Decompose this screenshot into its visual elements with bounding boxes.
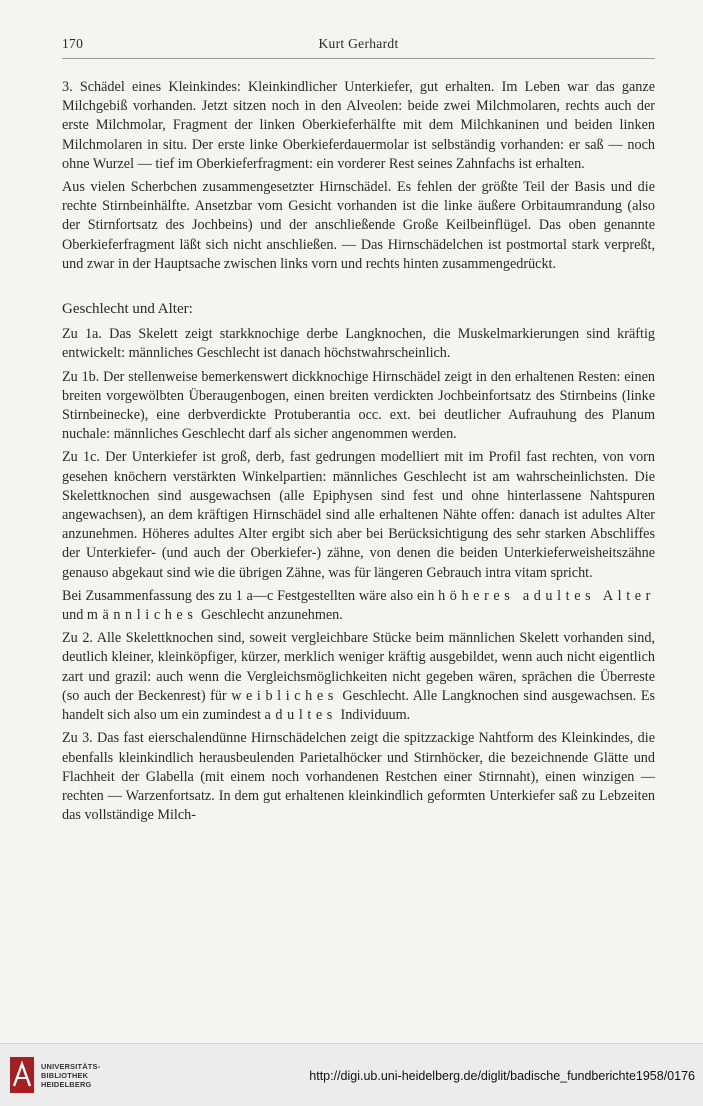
permalink-url[interactable]: http://digi.ub.uni-heidelberg.de/diglit/badische_fundberichte1958/0176 (309, 1069, 695, 1083)
header-divider (62, 58, 655, 59)
summary-text-end: Geschlecht anzunehmen. (197, 607, 343, 624)
library-logo[interactable] (9, 1052, 109, 1098)
p2-text-end: Individuum. (336, 707, 411, 724)
paragraph-3: Zu 3. Das fast eierschalendünne Hirnschädelchen zeigt die spitzzackige Nahtform des Kleinkindes, die ebenfalls kleinkindlich herausbeulenden Parietalhöcker und Stirnhöcker, die bezeichnende Glätte und Flachheit der Glabella (mit einem noch vorhandenen Restchen einer Stirnnaht), einen winzigen — rechten — Warzenfortsatz. In dem gut erhaltenen kleinkindlich geformten Unterkiefer saß zu Lebzeiten das vollständige Milch- (62, 730, 655, 824)
running-head: Kurt Gerhardt (318, 36, 399, 51)
library-logo-icon (9, 1056, 35, 1094)
emphasis-sex: männliches (86, 607, 198, 624)
p2-text-start: Zu 2. Alle Skelettknochen sind, soweit vergleichbare Stücke beim männlichen Skelett vorhanden sind, deutlich kleiner, kleinköpfiger, kürzer, merklich weniger kräftig ausgebildet, wenn auch nicht eigentlich zart und grazil: auch wenn die Vergleichsmöglichkeiten nicht gegeben wären, sprächen die Überreste (so auch der Beckenrest) für (62, 630, 655, 704)
logo-line: BIBLIOTHEK (41, 1071, 89, 1080)
paragraph-2 (62, 629, 655, 725)
page-header (62, 32, 655, 54)
emphasis-age: höheres adultes Alter (438, 587, 655, 604)
paragraph-1c: Zu 1c. Der Unterkiefer ist groß, derb, fast gedrungen modelliert mit im Profil fast rechten, von vorn gesehen knöchern verstärkten Winkelpartien: männliches Geschlecht ist am wahrscheinlichsten. Die Skelettknochen sind ausgewachsen (alle Epiphysen sind fest und ohne hinterlassene Nahtspuren angewachsen), an dem kräftigen Hirnschädel sind alle erhaltenen Nähte offen: danach ist adultes Alter anzunehmen. Höheres adultes Alter ergibt sich aber bei Berücksichtigung des sehr starken Abschliffes der Unterkiefer- (und auch der Oberkiefer-) zähne, von denen die beiden Unterkieferweisheitszähne genauso abgekaut sind wie die übrigen Zähne, was für längeren Gebrauch intra vitam spricht. (62, 449, 655, 581)
summary-text-mid: und (62, 607, 87, 624)
logo-line: UNIVERSITÄTS- (41, 1062, 101, 1071)
page-body (62, 78, 655, 829)
section-heading: Geschlecht und Alter: (62, 301, 193, 318)
paragraph-summary (62, 587, 655, 625)
emphasis-adult: adultes (264, 707, 337, 724)
paragraph-cranium: Aus vielen Scherbchen zusammengesetzter Hirnschädel. Es fehlen der größte Teil der Basis und die rechte Stirnbeinhälfte. Ansetzbar vom Gesicht vorhanden ist die linke äußere Orbitaumrandung (also der Stirnfortsatz des Jochbeins) und der anschließende Große Keilbeinflügel. Das oben genannte Oberkieferfragment läßt sich nicht anschließen. — Das Hirnschädelchen ist postmortal stark verpreßt, und zwar in der Hauptsache zwischen links vorn und rechts hinten zusammengedrückt. (62, 179, 655, 272)
logo-line: HEIDELBERG (41, 1080, 92, 1089)
emphasis-female: weibliches (231, 687, 338, 704)
p2-text-mid: Geschlecht. Alle Langknochen sind ausgewachsen. Es handelt sich also um ein zumindest (62, 687, 656, 724)
library-logo-text (41, 1062, 100, 1089)
page-number: 170 (62, 36, 84, 51)
summary-text-start: Bei Zusammenfassung des zu 1 a—c Festgestellten wäre also ein (62, 587, 439, 604)
paragraph-1a: Zu 1a. Das Skelett zeigt starkknochige derbe Langknochen, die Muskelmarkierungen sind kräftig entwickelt: männliches Geschlecht ist danach höchstwahrscheinlich. (62, 326, 655, 362)
digitization-footer (0, 1043, 703, 1106)
paragraph-1b: Zu 1b. Der stellenweise bemerkenswert dickknochige Hirnschädel zeigt in den erhaltenen Resten: einen breiten vorgewölbten Überaugenbogen, einen breiten verdickten Jochbeinfortsatz des Stirnbeins (linke Stirnbeinecke), eine derbverdickte Protuberantia occ. ext. bei deutlicher Aufrauhung des Planum nuchale: männliches Geschlecht darf als sicher angenommen werden. (62, 368, 655, 443)
paragraph-skull-child: 3. Schädel eines Kleinkindes: Kleinkindlicher Unterkiefer, gut erhalten. Im Leben war das ganze Milchgebiß vorhanden. Jetzt sitzen noch in den Alveolen: beide zwei Milchmolaren, rechts auch der erste Milchmolar, Fragment der linken Oberkieferhälfte mit dem Milchkaninen und beiden linken Milchmolaren in situ. Der erste linke Oberkieferdauermolar ist selbständig vorhanden: er saß — noch ohne Wurzel — tief im Oberkieferfragment: ein vorderer Rest seines Zahnfachs ist erhalten. (62, 79, 655, 172)
